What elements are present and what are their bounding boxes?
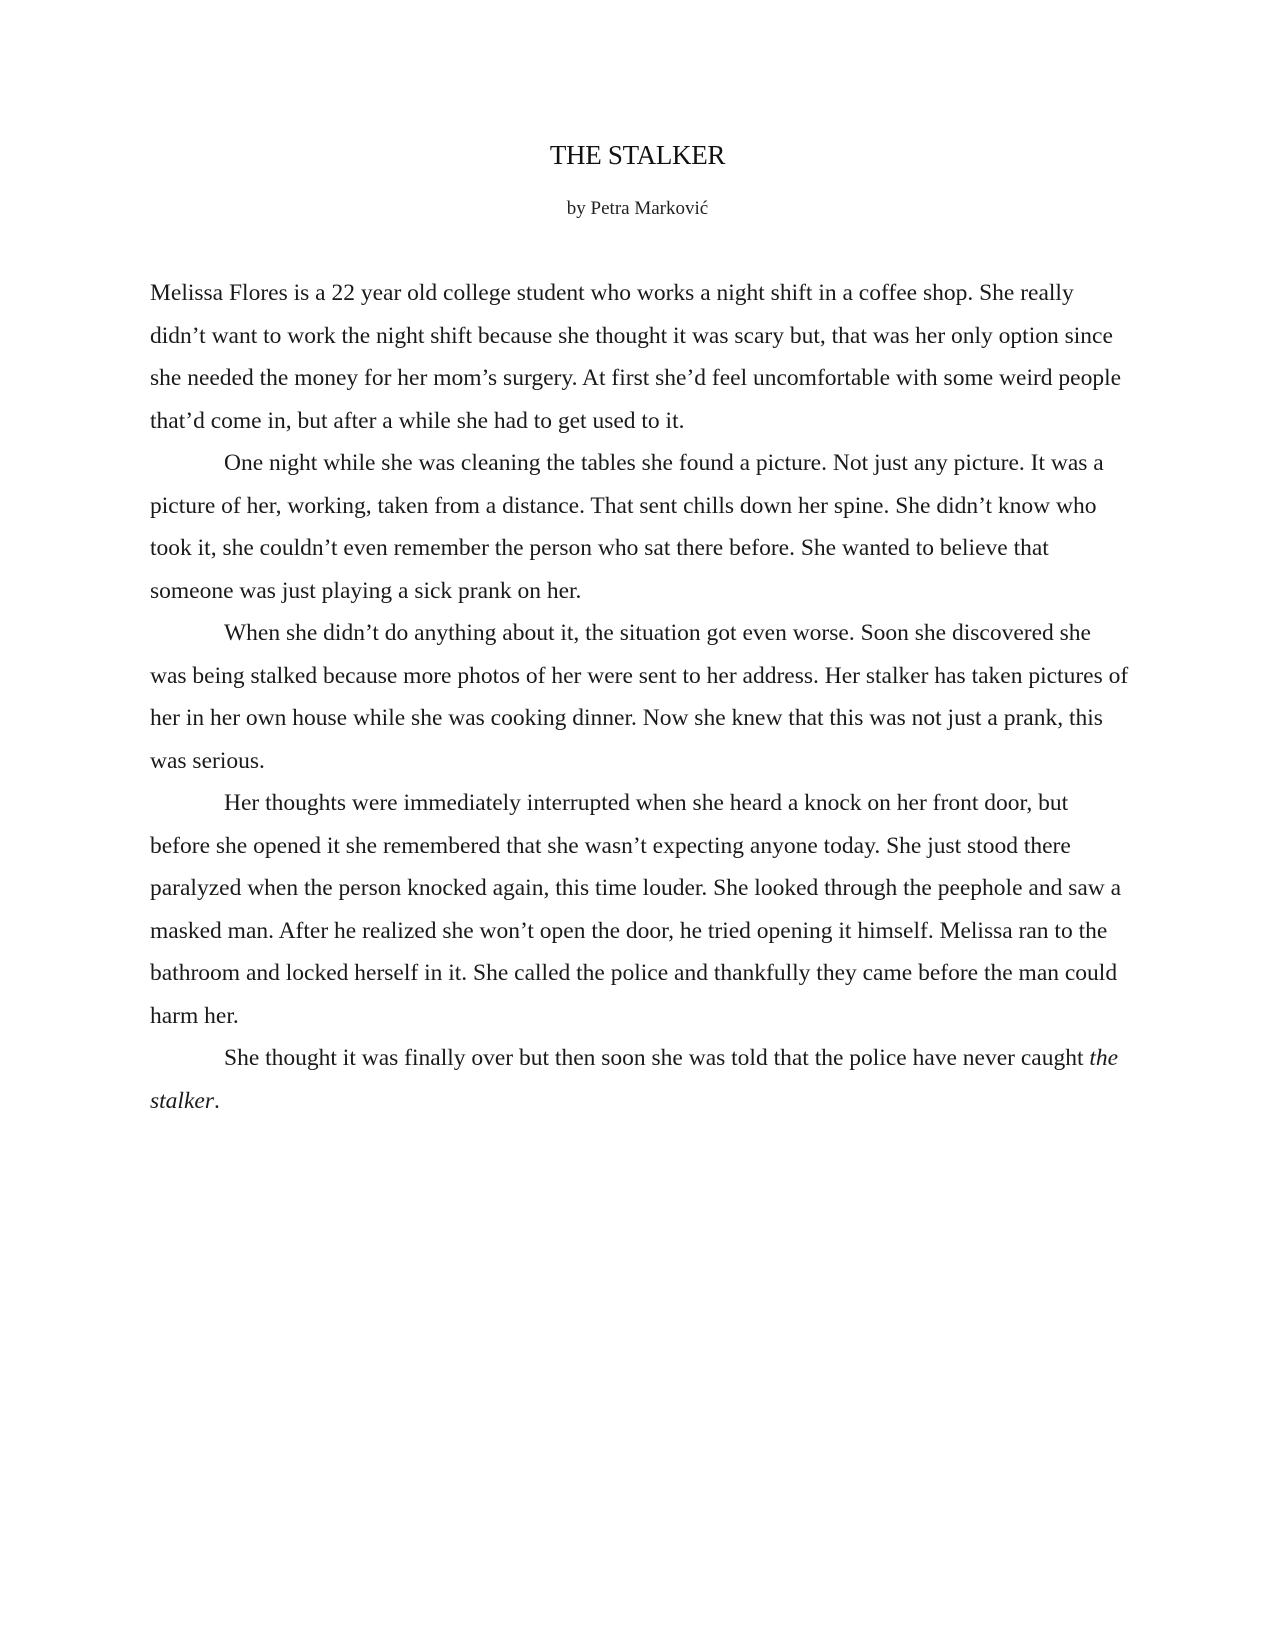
emphasized-text: the stalker <box>150 1045 1119 1114</box>
story-title: THE STALKER <box>549 140 726 170</box>
paragraph: When she didn’t do anything about it, the situation got even worse. Soon she discovered she was being stalked because more photos of her were sent to her address. Her stalker has taken pictures of her in her own house while she was cooking dinner. Now she knew that this was not just a prank, this was serious. <box>150 620 1129 774</box>
final-paragraph-text: She thought it was finally over but then soon she was told that the police have never caught <box>224 1045 1090 1071</box>
paragraph: Melissa Flores is a 22 year old college student who works a night shift in a coffee shop. She really didn’t want to work the night shift because she thought it was scary but, that was her only option since she needed the money for her mom’s surgery. At first she’d feel uncomfortable with some weird people that’d come in, but after a while she had to get used to it. <box>150 280 1122 434</box>
story-body <box>150 272 1130 1122</box>
author-byline: by Petra Marković <box>566 198 709 219</box>
paragraph: Her thoughts were immediately interrupted when she heard a knock on her front door, but before she opened it she remembered that she wasn’t expecting anyone today. She just stood there paralyzed when the person knocked again, this time louder. She looked through the peephole and saw a masked man. After he realized she won’t open the door, he tried opening it himself. Melissa ran to the bathroom and locked herself in it. She called the police and thankfully they came before the man could harm her. <box>150 790 1122 1029</box>
final-paragraph <box>150 1037 1130 1122</box>
final-paragraph-end: . <box>213 1087 220 1114</box>
paragraph: One night while she was cleaning the tables she found a picture. Not just any picture. It was a picture of her, working, taken from a distance. That sent chills down her spine. She didn’t know who took it, she couldn’t even remember the person who sat there before. She wanted to believe that someone was just playing a sick prank on her. <box>150 450 1104 604</box>
